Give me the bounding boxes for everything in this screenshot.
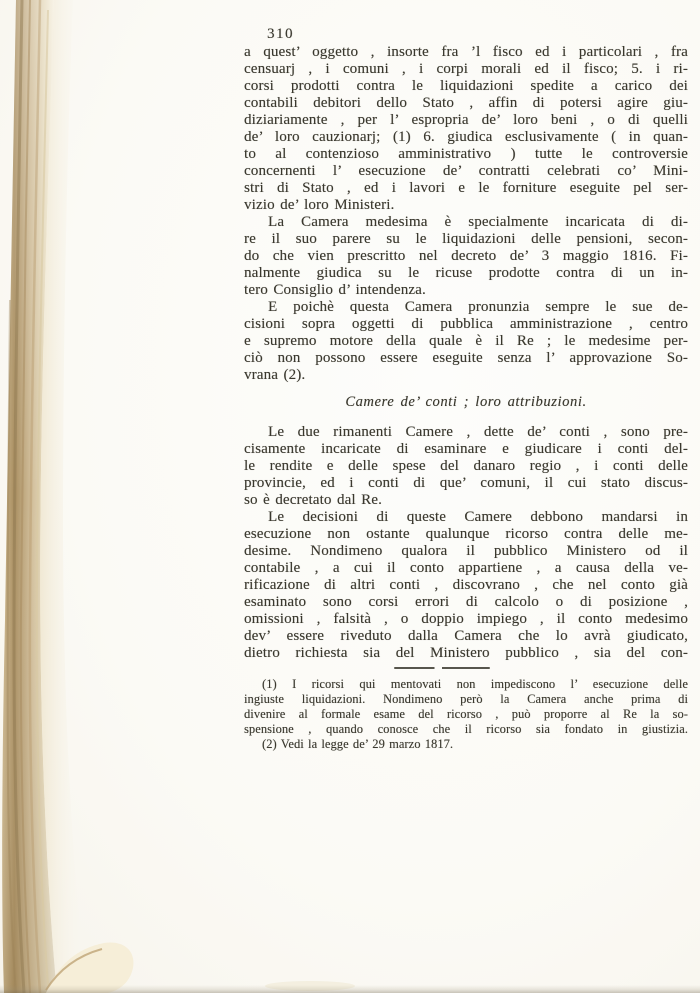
text-line: vrana (2). bbox=[244, 367, 306, 383]
text-line: contabili debitori dello Stato , affin di potersi agire giu- bbox=[244, 95, 688, 111]
text-line: dietro richiesta sia del Ministero pubblico , sia del con- bbox=[244, 645, 688, 661]
paragraph bbox=[244, 44, 688, 214]
text-line: contabile , a cui il conto appartiene , a causa della ve- bbox=[244, 560, 688, 576]
footnote-line: (1) I ricorsi qui mentovati non impediscono l’ esecuzione delle bbox=[262, 677, 688, 691]
footnote-line: ingiuste liquidazioni. Nondimeno però la Camera anche prima di bbox=[244, 692, 688, 706]
paragraph bbox=[244, 214, 688, 299]
binding-strip bbox=[2, 0, 57, 993]
text-line: concernenti l’ esecuzione de’ contratti celebrati co’ Mini- bbox=[244, 163, 688, 179]
paragraph bbox=[244, 299, 688, 384]
text-line: Le due rimanenti Camere , dette de’ conti , sono pre- bbox=[268, 424, 688, 440]
footnote-line: spensione , quando conosce che il ricorso sia fondato in giustizia. bbox=[244, 722, 688, 736]
text-line: desime. Nondimeno qualora il pubblico Ministero od il bbox=[244, 543, 688, 559]
text-line: ciò non possono essere eseguite senza l’ approvazione So- bbox=[244, 350, 688, 366]
footnote-line: divenire al formale esame del ricorso , può proporre al Re la so- bbox=[244, 707, 688, 721]
text-line: vizio de’ loro Ministeri. bbox=[244, 197, 395, 213]
text-line: Le decisioni di queste Camere debbono mandarsi in bbox=[268, 509, 688, 525]
footnote-separator-rule bbox=[394, 667, 490, 669]
text-line: re il suo parere su le liquidazioni delle pensioni, secon- bbox=[244, 231, 688, 247]
footnote bbox=[244, 677, 688, 737]
text-line: de’ loro cauzionarj; (1) 6. giudica esclusivamente ( in quan- bbox=[244, 129, 688, 145]
text-line: a quest’ oggetto , insorte fra ’l fisco ed i particolari , fra bbox=[244, 44, 688, 60]
text-line: stri di Stato , ed i lavori e le forniture eseguite pel ser- bbox=[244, 180, 688, 196]
text-line: rificazione di altri conti , discovrano , che nel conto già bbox=[244, 577, 688, 593]
text-column bbox=[244, 44, 688, 752]
text-line: corsi prodotti contra le liquidazioni spedite a carico dei bbox=[244, 78, 688, 94]
footnote bbox=[244, 737, 688, 752]
footnote-line: (2) Vedi la legge de’ 29 marzo 1817. bbox=[262, 737, 454, 751]
page-number: 310 bbox=[267, 26, 294, 42]
text-line: esecuzione non ostante qualunque ricorso contra delle me- bbox=[244, 526, 688, 542]
text-line: omissioni , falsità , o doppio impiego , il conto medesimo bbox=[244, 611, 688, 627]
text-line: dev’ essere riveduto dalla Camera che lo avrà giudicato, bbox=[244, 628, 688, 644]
text-line: esaminato sono corsi errori di calcolo o di posizione , bbox=[244, 594, 688, 610]
paragraph bbox=[244, 424, 688, 509]
section-heading: Camere de’ conti ; loro attribuzioni. bbox=[345, 394, 587, 410]
bottom-page-edge-shadow bbox=[0, 985, 700, 993]
text-line: cisamente incaricate di esaminare e giudicare i conti del- bbox=[244, 441, 688, 457]
paragraph bbox=[244, 509, 688, 662]
text-line: E poichè questa Camera pronunzia sempre le sue de- bbox=[268, 299, 688, 315]
text-line: tero Consiglio d’ intendenza. bbox=[244, 282, 426, 298]
text-line: do che vien prescritto nel decreto de’ 3 maggio 1816. Fi- bbox=[244, 248, 688, 264]
text-line: nalmente giudica su le ricuse prodotte contra di un in- bbox=[244, 265, 688, 281]
text-line: La Camera medesima è specialmente incaricata di di- bbox=[268, 214, 688, 230]
text-line: le rendite e delle spese del danaro regio , i conti delle bbox=[244, 458, 688, 474]
text-line: provincie, ed i conti di que’ comuni, il cui stato discus- bbox=[244, 475, 688, 491]
text-line: to al contenzioso amministrativo ) tutte le controversie bbox=[244, 146, 688, 162]
text-line: e supremo motore della quale è il Re ; le medesime per- bbox=[244, 333, 688, 349]
text-line: cisioni sopra oggetti di pubblica amministrazione , centro bbox=[244, 316, 688, 332]
text-line: so è decretato dal Re. bbox=[244, 492, 382, 508]
text-line: diziariamente , per l’ espropria de’ loro beni , o di quelli bbox=[244, 112, 688, 128]
text-line: censuarj , i comuni , i corpi morali ed il fisco; 5. i ri- bbox=[244, 61, 688, 77]
